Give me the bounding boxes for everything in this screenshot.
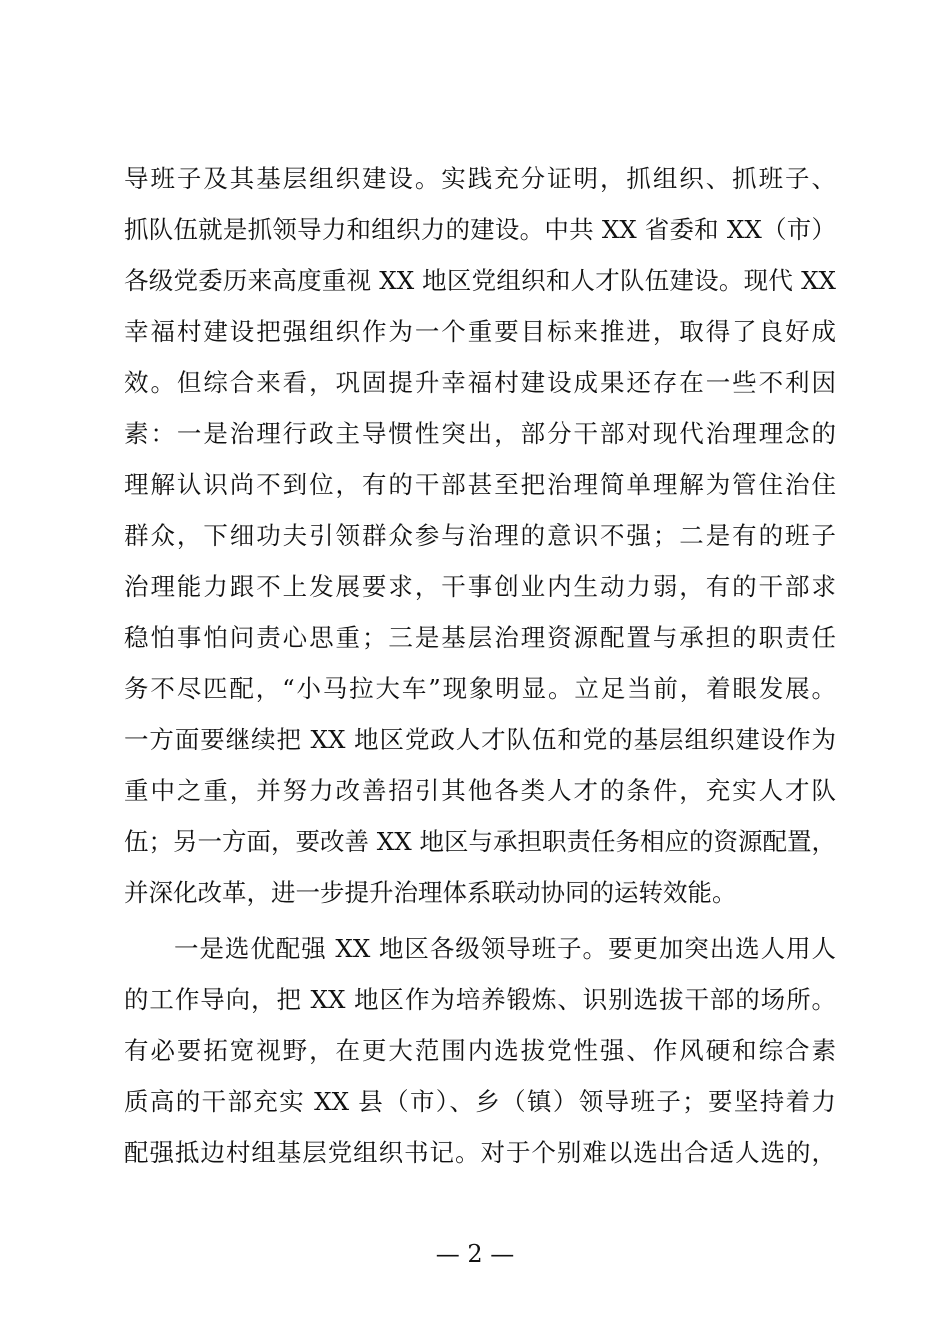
text-line-3: 各级党委历来高度重视 XX 地区党组织和人才队伍建设。现代 XX [124, 266, 836, 295]
text-line-18: 有必要拓宽视野，在更大范围内选拔党性强、作风硬和综合素 [124, 1036, 836, 1065]
text-line-14: 伍；另一方面，要改善 XX 地区与承担职责任务相应的资源配置， [124, 827, 836, 856]
text-line-6: 素：一是治理行政主导惯性突出，部分干部对现代治理理念的 [124, 419, 836, 448]
text-line-11: 务不尽匹配，“小马拉大车”现象明显。立足当前，着眼发展。 [124, 674, 836, 703]
text-line-4: 幸福村建设把强组织作为一个重要目标来推进，取得了良好成 [124, 317, 836, 346]
text-line-15: 并深化改革，进一步提升治理体系联动协同的运转效能。 [124, 878, 737, 907]
page-number: — 2 — [435, 1240, 515, 1268]
text-line-2: 抓队伍就是抓领导力和组织力的建设。中共 XX 省委和 XX（市） [124, 215, 836, 244]
text-line-8: 群众，下细功夫引领群众参与治理的意识不强；二是有的班子 [124, 521, 836, 550]
text-line-9: 治理能力跟不上发展要求，干事创业内生动力弱，有的干部求 [124, 572, 836, 601]
text-line-16: 一是选优配强 XX 地区各级领导班子。要更加突出选人用人 [174, 934, 836, 963]
text-line-12: 一方面要继续把 XX 地区党政人才队伍和党的基层组织建设作为 [124, 725, 836, 754]
text-line-10: 稳怕事怕问责心思重；三是基层治理资源配置与承担的职责任 [124, 623, 836, 652]
text-line-5: 效。但综合来看，巩固提升幸福村建设成果还存在一些不利因 [124, 368, 836, 397]
text-line-20: 配强抵边村组基层党组织书记。对于个别难以选出合适人选的， [124, 1138, 836, 1167]
text-line-19: 质高的干部充实 XX 县（市）、乡（镇）领导班子；要坚持着力 [124, 1087, 836, 1116]
text-line-1: 导班子及其基层组织建设。实践充分证明，抓组织、抓班子、 [124, 164, 836, 193]
text-line-7: 理解认识尚不到位，有的干部甚至把治理简单理解为管住治住 [124, 470, 836, 499]
text-line-17: 的工作导向，把 XX 地区作为培养锻炼、识别选拔干部的场所。 [124, 985, 836, 1014]
text-line-13: 重中之重，并努力改善招引其他各类人才的条件，充实人才队 [124, 776, 836, 805]
